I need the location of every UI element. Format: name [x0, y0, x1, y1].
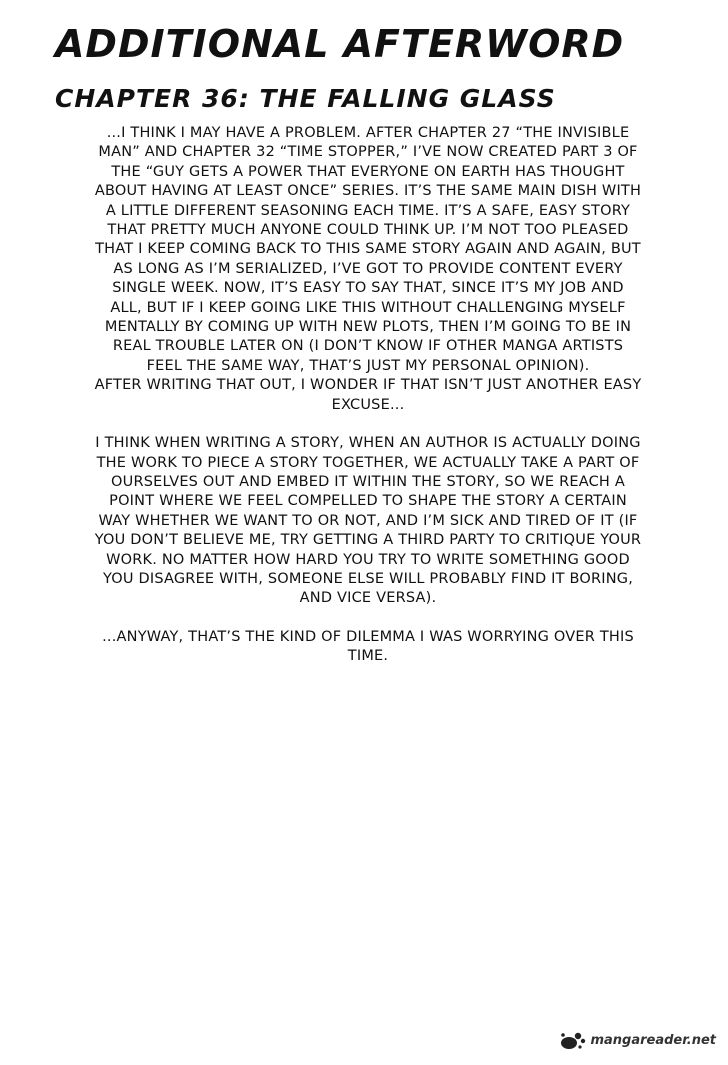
text-line: SINGLE WEEK. NOW, IT’S EASY TO SAY THAT, SINCE IT’S MY JOB AND — [112, 280, 624, 297]
paragraph-gap — [60, 609, 676, 628]
text-line: YOU DISAGREE WITH, SOMEONE ELSE WILL PROBABLY FIND IT BORING, — [102, 570, 634, 587]
splash-logo-icon — [559, 1029, 587, 1051]
text-line: MAN” AND CHAPTER 32 “TIME STOPPER,” I’VE NOW CREATED PART 3 OF — [98, 144, 638, 161]
text-line: OURSELVES OUT AND EMBED IT WITHIN THE STORY, SO WE REACH A — [111, 473, 625, 490]
chapter-subtitle: CHAPTER 36: THE FALLING GLASS — [55, 84, 556, 113]
text-line: THAT PRETTY MUCH ANYONE COULD THINK UP. I’M NOT TOO PLEASED — [107, 222, 629, 239]
watermark — [559, 1029, 716, 1051]
watermark-text: mangareader.net — [590, 1032, 716, 1048]
text-line: EXCUSE... — [331, 396, 405, 413]
text-line: WORK. NO MATTER HOW HARD YOU TRY TO WRITE SOMETHING GOOD — [106, 551, 630, 568]
text-line: FEEL THE SAME WAY, THAT’S JUST MY PERSONAL OPINION). — [146, 357, 590, 374]
text-line: A LITTLE DIFFERENT SEASONING EACH TIME. IT’S A SAFE, EASY STORY — [105, 202, 631, 219]
paragraph-2 — [60, 434, 676, 609]
text-line: POINT WHERE WE FEEL COMPELLED TO SHAPE THE STORY A CERTAIN — [109, 493, 627, 510]
text-line: WAY WHETHER WE WANT TO OR NOT, AND I’M SICK AND TIRED OF IT (IF — [98, 512, 638, 529]
text-line: THE WORK TO PIECE A STORY TOGETHER, WE ACTUALLY TAKE A PART OF — [96, 454, 640, 471]
afterword-body — [60, 124, 676, 667]
text-line: ALL, BUT IF I KEEP GOING LIKE THIS WITHOUT CHALLENGING MYSELF — [110, 299, 626, 316]
text-line: ...ANYWAY, THAT’S THE KIND OF DILEMMA I WAS WORRYING OVER THIS — [102, 628, 634, 645]
paragraph-gap — [60, 415, 676, 434]
text-line: REAL TROUBLE LATER ON (I DON’T KNOW IF OTHER MANGA ARTISTS — [112, 338, 624, 355]
text-line: THE “GUY GETS A POWER THAT EVERYONE ON EARTH HAS THOUGHT — [111, 163, 625, 180]
text-line: AS LONG AS I’M SERIALIZED, I’VE GOT TO PROVIDE CONTENT EVERY — [113, 260, 623, 277]
text-line: THAT I KEEP COMING BACK TO THIS SAME STORY AGAIN AND AGAIN, BUT — [95, 241, 641, 258]
text-line: YOU DON’T BELIEVE ME, TRY GETTING A THIRD PARTY TO CRITIQUE YOUR — [94, 532, 642, 549]
text-line: MENTALLY BY COMING UP WITH NEW PLOTS, THEN I’M GOING TO BE IN — [104, 319, 632, 336]
paragraph-1 — [60, 124, 676, 415]
page-title: ADDITIONAL AFTERWORD — [55, 22, 625, 66]
text-line: I THINK WHEN WRITING A STORY, WHEN AN AUTHOR IS ACTUALLY DOING — [95, 435, 641, 452]
paragraph-3 — [60, 628, 676, 667]
text-line: AFTER WRITING THAT OUT, I WONDER IF THAT ISN’T JUST ANOTHER EASY — [94, 377, 642, 394]
text-line: TIME. — [347, 648, 389, 665]
text-line: ABOUT HAVING AT LEAST ONCE” SERIES. IT’S THE SAME MAIN DISH WITH — [94, 183, 642, 200]
text-line: AND VICE VERSA). — [299, 590, 437, 607]
text-line: ...I THINK I MAY HAVE A PROBLEM. AFTER CHAPTER 27 “THE INVISIBLE — [106, 125, 630, 141]
